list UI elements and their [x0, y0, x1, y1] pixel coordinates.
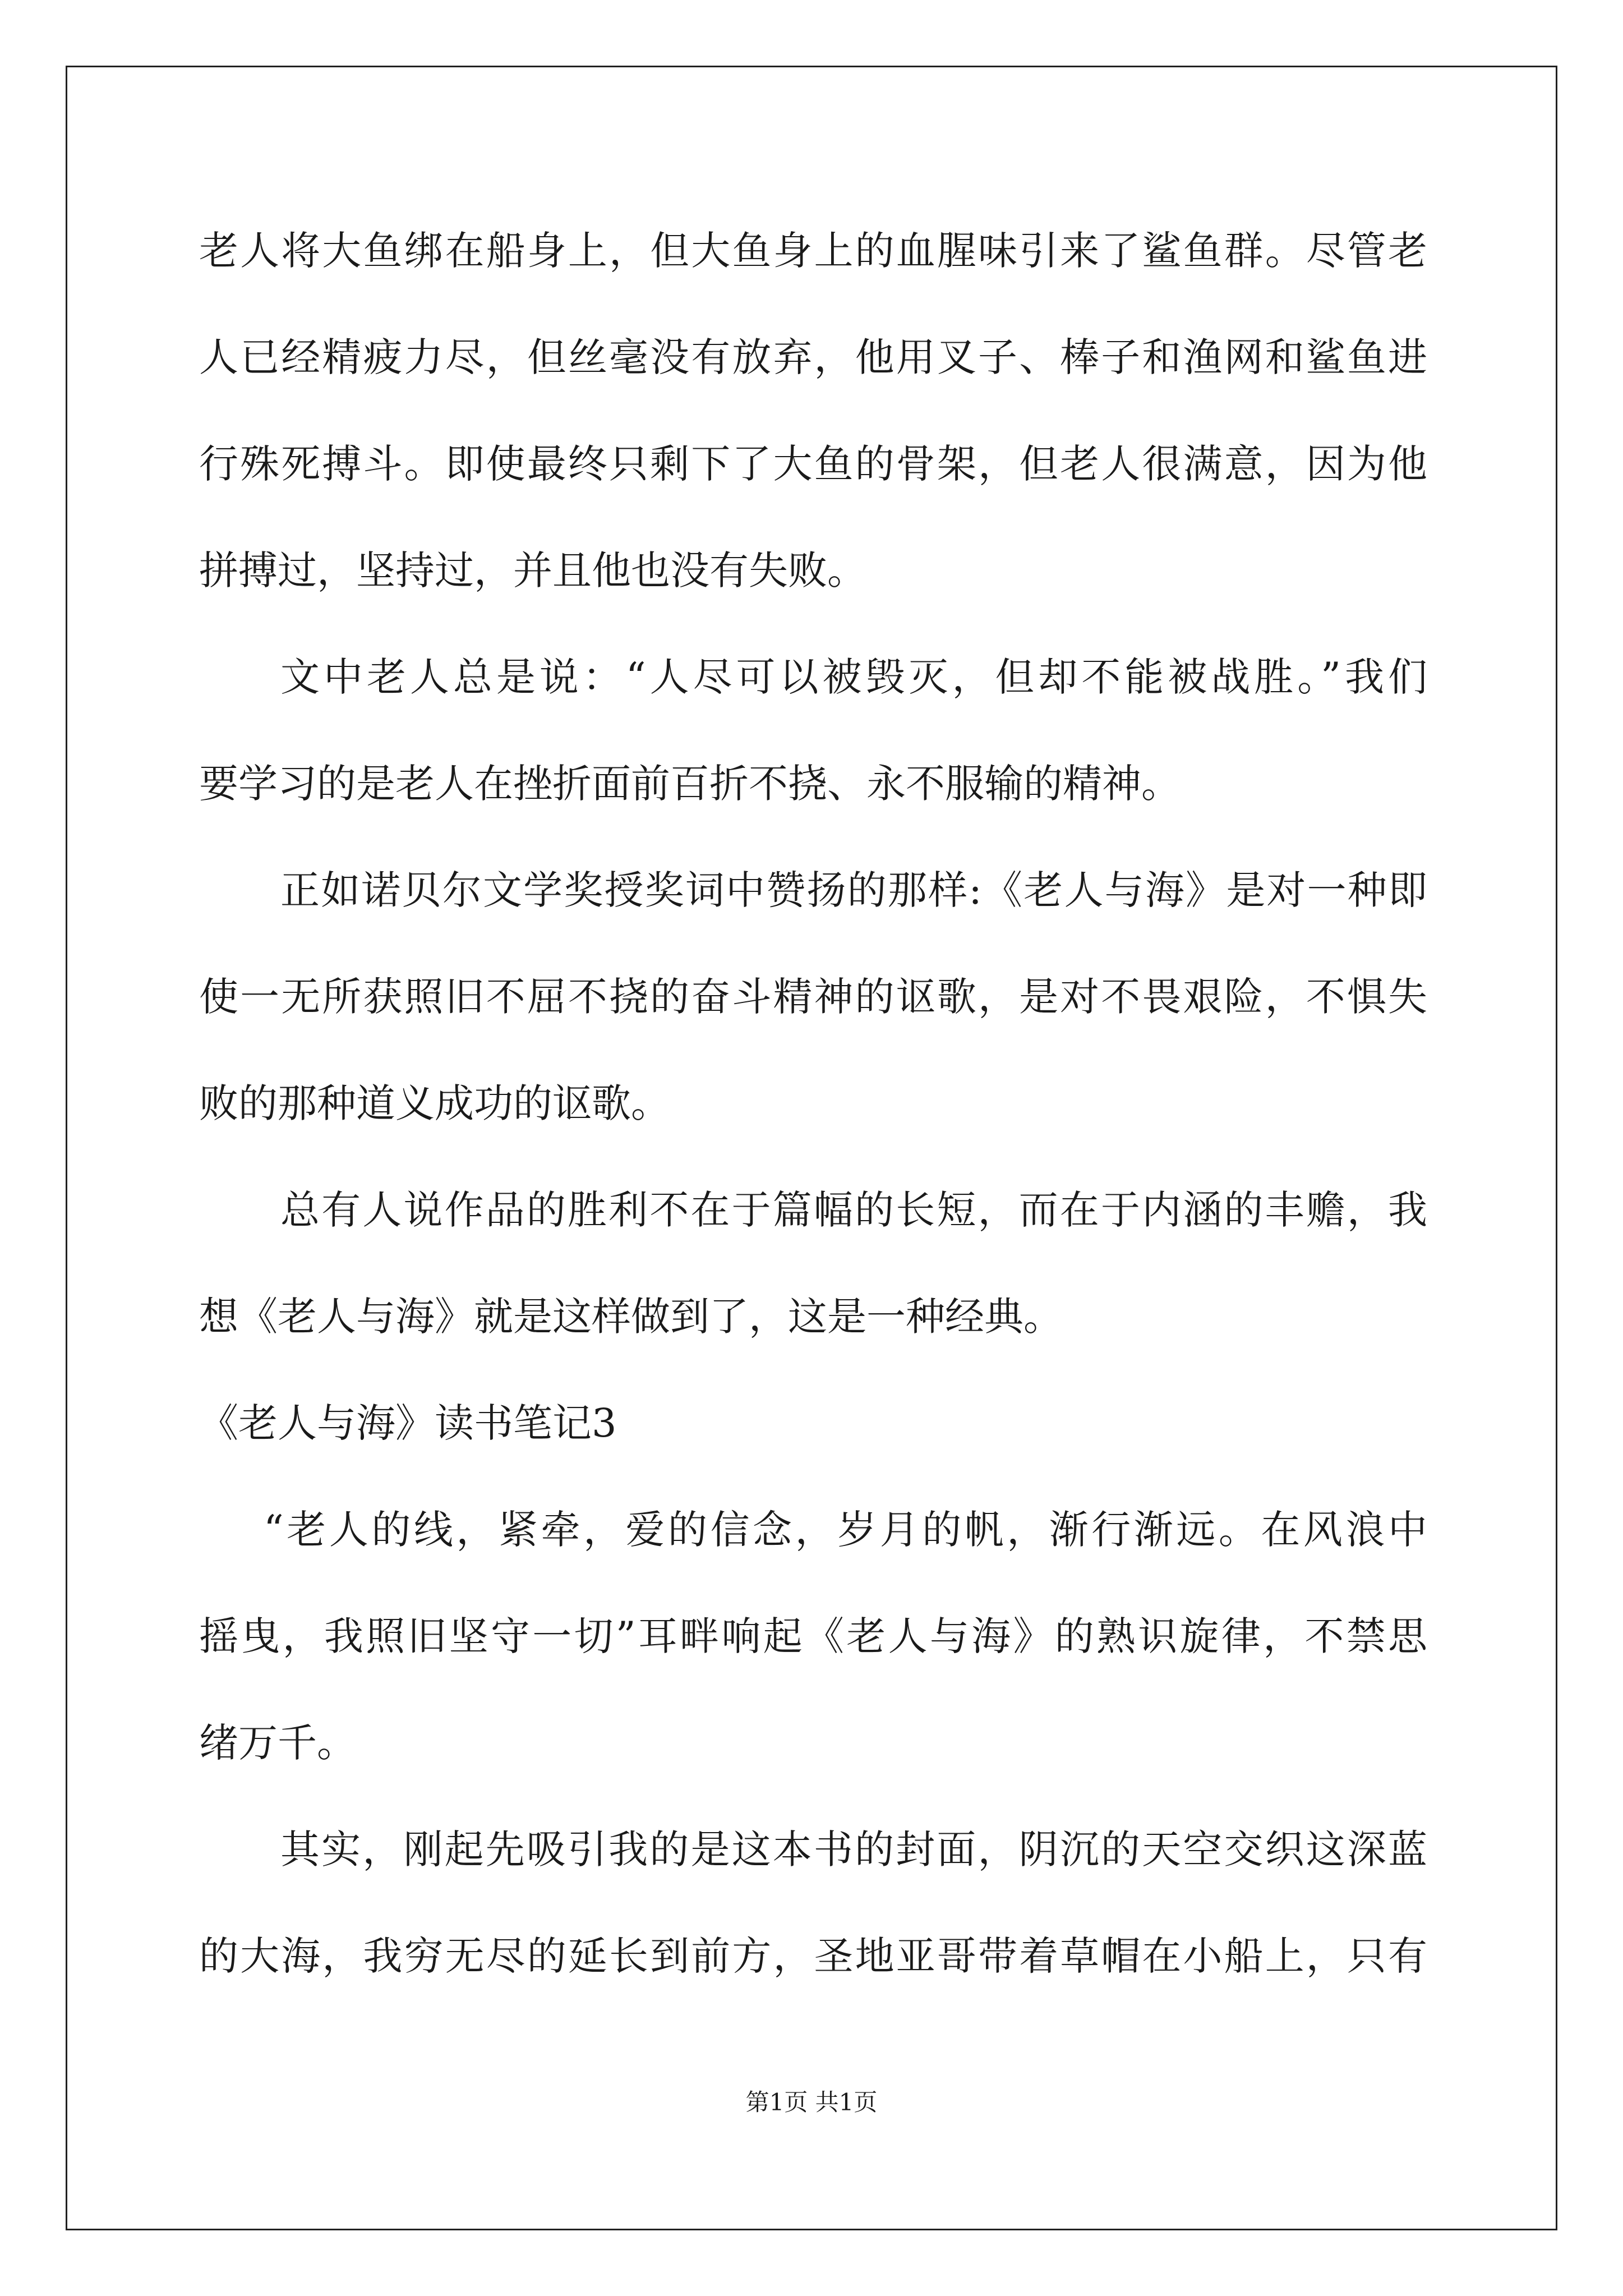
text-line: 使一无所获照旧不屈不挠的奋斗精神的讴歌，是对不畏艰险，不惧失 [199, 974, 1427, 1020]
text-line: 绪万千。 [199, 1720, 356, 1766]
text-line: 其实，刚起先吸引我的是这本书的封面，阴沉的天空交织这深蓝 [280, 1826, 1427, 1872]
page-footer: 第1页 共1页 [745, 2088, 878, 2116]
page-border [66, 66, 1557, 2230]
text-line: “老人的线，紧牵，爱的信念，岁月的帆，渐行渐远。在风浪中 [264, 1507, 1427, 1553]
text-line: 文中老人总是说：“人尽可以被毁灭，但却不能被战胜。”我们 [280, 654, 1427, 700]
section-heading: 《老人与海》读书笔记3 [199, 1400, 617, 1446]
text-line: 人已经精疲力尽，但丝毫没有放弃，他用叉子、棒子和渔网和鲨鱼进 [199, 334, 1427, 380]
text-line: 行殊死搏斗。即使最终只剩下了大鱼的骨架，但老人很满意，因为他 [199, 441, 1427, 487]
text-line: 想《老人与海》就是这样做到了，这是一种经典。 [199, 1294, 1063, 1340]
text-line: 要学习的是老人在挫折面前百折不挠、永不服输的精神。 [199, 761, 1181, 807]
text-line: 总有人说作品的胜利不在于篇幅的长短，而在于内涵的丰赡，我 [280, 1187, 1427, 1233]
text-line: 摇曳，我照旧坚守一切”耳畔响起《老人与海》的熟识旋律，不禁思 [199, 1613, 1427, 1659]
text-line: 败的那种道义成功的讴歌。 [199, 1080, 670, 1126]
text-line: 的大海，我穷无尽的延长到前方，圣地亚哥带着草帽在小船上，只有 [199, 1933, 1427, 1979]
text-line: 拼搏过，坚持过，并且他也没有失败。 [199, 547, 866, 593]
text-line: 正如诺贝尔文学奖授奖词中赞扬的那样:《老人与海》是对一种即 [280, 867, 1427, 913]
text-line: 老人将大鱼绑在船身上，但大鱼身上的血腥味引来了鲨鱼群。尽管老 [199, 228, 1427, 274]
